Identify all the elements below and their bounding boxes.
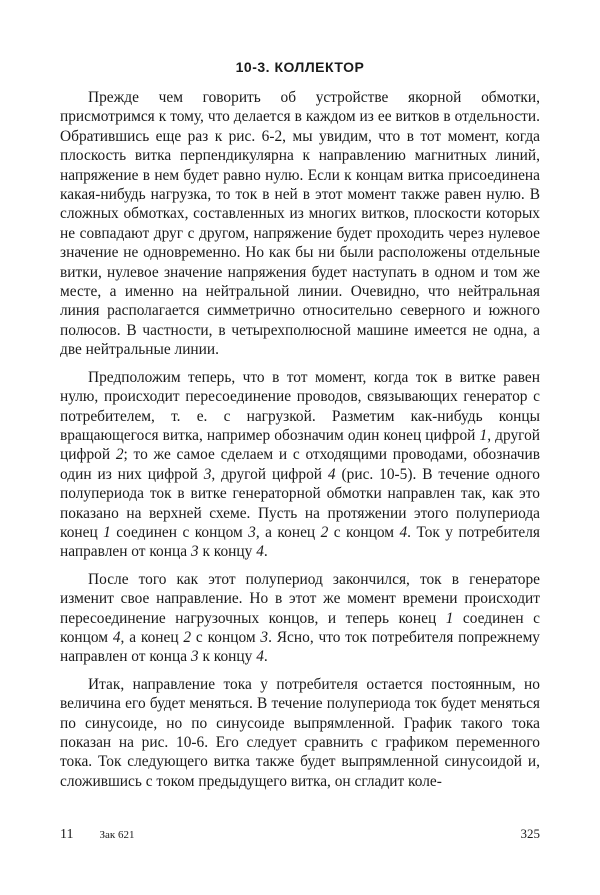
paragraph-2-text: соединен с концом: [110, 523, 249, 541]
digit-3: 3: [260, 628, 269, 646]
digit-2: 2: [115, 446, 124, 464]
paragraph-3-text: к концу: [198, 648, 257, 666]
paragraph-2-text: .: [263, 543, 268, 561]
digit-3: 3: [190, 648, 199, 666]
digit-3: 3: [203, 465, 212, 483]
digit-1: 1: [479, 426, 488, 444]
paragraph-2-text: (рис. 10-5). В течение одного полупериода ток в витке генераторной обмотки направлен так, как это показано на верхней схеме. Пусть на протяжении этого полупериода конец: [60, 465, 540, 541]
digit-4: 4: [256, 648, 264, 666]
signature-number: 11: [60, 827, 74, 842]
digit-2: 2: [183, 628, 192, 646]
paragraph-2-text: , а конец: [255, 523, 321, 541]
paragraph-2-text: к концу: [198, 543, 257, 561]
paragraph-2-text: ; то же самое сделаем и с отходящими проводами, обозначив один из них цифрой: [60, 446, 541, 483]
printer-signature: [60, 826, 134, 843]
paragraph-2-text: Предположим теперь, что в тот момент, когда ток в витке равен нулю, происходит пересоединение проводов, связывающих генератор с потребителем, т. е. с нагрузкой. Разметим как-нибудь концы вращающегося витка, например обозначим один конец цифрой: [60, 368, 540, 444]
paragraph-3-text: соединен с концом: [60, 609, 540, 646]
order-label: Зак 621: [99, 829, 135, 841]
paragraph-2-text: с концом: [328, 523, 400, 541]
book-page: [60, 58, 540, 799]
paragraph-3-text: .: [263, 648, 268, 666]
digit-3: 3: [190, 543, 199, 561]
digit-1: 1: [103, 523, 111, 541]
paragraph-2: [60, 368, 540, 562]
paragraph-1-text: Прежде чем говорить об устройстве якорной обмотки, присмотримся к тому, что делается в каждом из ее витков в отдельности. Обратившись еще раз к рис. 6-2, мы увидим, что в тот момент, когда плоскость витка перпендикулярна к направлению магнитных линий, напряжение в нем будет равно нулю. Если к концам витка присоединена какая-нибудь нагрузка, то ток в ней в этот момент также равен нулю. В сложных обмотках, составленных из многих витков, плоскости которых не совпадают друг с другом, напряжение будет проходить через нулевое значение не одновременно. Но как бы ни были расположены отдельные витки, нулевое значение напряжения будет наступать в одном и том же месте, а именно на нейтральной линии. Очевидно, что нейтральная линия располагается симметрично относительно северного и южного полюсов. В частности, в четырехполюсной машине имеется не одна, а две нейтральные линии.: [60, 89, 540, 359]
page-number: 325: [520, 826, 540, 841]
digit-3: 3: [248, 523, 256, 541]
digit-4: 4: [256, 543, 264, 561]
paragraph-2-text: , другой цифрой: [211, 465, 328, 483]
digit-4: 4: [327, 465, 336, 483]
paragraph-3-text: с концом: [191, 628, 261, 646]
digit-4: 4: [399, 523, 408, 541]
paragraph-3-text: . Ясно, что ток потребителя попрежнему направлен от конца: [60, 628, 541, 666]
section-heading: 10-3. КОЛЛЕКТОР: [235, 59, 365, 75]
paragraph-3-text: , а конец: [120, 628, 184, 646]
digit-1: 1: [445, 609, 454, 627]
paragraph-3-text: После того как этот полупериод закончился, ток в генераторе изменит свое направление. Но в этот же момент времени происходит пересоединение нагрузочных концов, и теперь конец: [60, 570, 540, 627]
paragraph-2-text: , другой цифрой: [60, 426, 541, 464]
paragraph-4: [60, 675, 540, 791]
digit-2: 2: [320, 523, 329, 541]
digit-4: 4: [112, 628, 121, 646]
paragraph-2-text: . Ток у потребителя направлен от конца: [60, 523, 540, 561]
paragraph-1: [60, 88, 540, 360]
paragraph-4-text: Итак, направление тока у потребителя остается постоянным, но величина его будет меняться. В течение полупериода ток будет меняться по синусоиде, но по синусоиде выпрямленной. График такого тока показан на рис. 10-6. Его следует сравнить с графиком переменного тока. Ток следующего витка также будет выпрямленной синусоидой и, сложившись с током предыдущего витка, он сгладит коле-: [60, 675, 540, 790]
paragraph-3: [60, 570, 540, 667]
